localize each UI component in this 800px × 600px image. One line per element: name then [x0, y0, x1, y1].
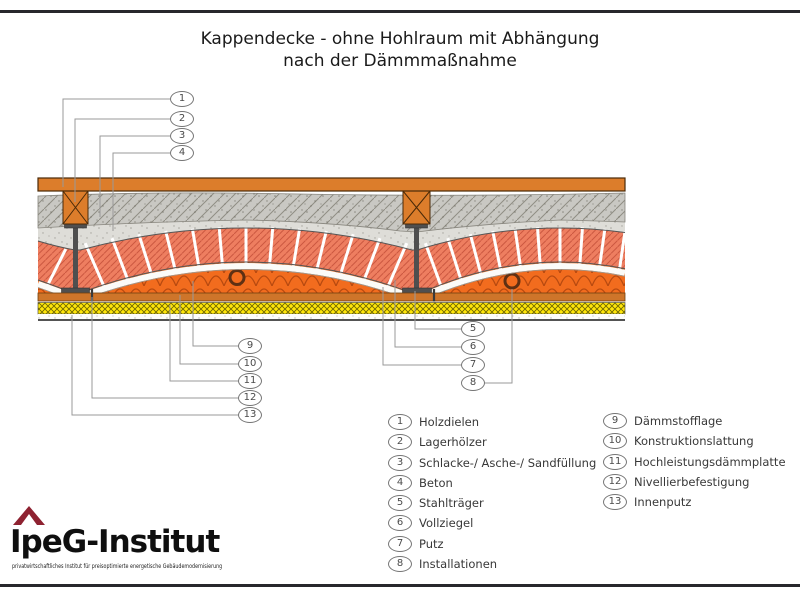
legend-item: [388, 515, 596, 531]
callout-9: 9: [238, 338, 262, 354]
legend-badge: 7: [388, 536, 412, 552]
legend-badge: 5: [388, 495, 412, 511]
legend-column-2: [603, 413, 786, 514]
callout-3: 3: [170, 128, 194, 144]
callout-6: 6: [461, 339, 485, 355]
legend-badge: 12: [603, 474, 627, 490]
legend-label: Hochleistungsdämmplatte: [634, 454, 786, 469]
legend-column-1: [388, 414, 596, 576]
legend-label: Stahlträger: [419, 496, 484, 511]
legend-item: [388, 536, 596, 552]
page-title-line1: Kappendecke - ohne Hohlraum mit Abhängung: [200, 29, 600, 49]
callout-11: 11: [238, 373, 262, 389]
callout-13: 13: [238, 407, 262, 423]
layer-hochleistungsdaemmplatte: [38, 303, 625, 315]
legend-badge: 2: [388, 434, 412, 450]
legend-label: Innenputz: [634, 495, 692, 510]
legend-label: Dämmstofflage: [634, 414, 723, 428]
callout-8: 8: [461, 375, 485, 391]
layer-konstruktionslattung: [38, 293, 625, 301]
legend-item: [603, 413, 786, 429]
legend-badge: 9: [603, 413, 627, 429]
legend-badge: 11: [603, 454, 627, 470]
legend-badge: 13: [603, 494, 627, 510]
legend-item: [388, 414, 596, 430]
callout-2: 2: [170, 111, 194, 127]
legend-badge: 1: [388, 414, 412, 430]
legend-label: Nivellierbefestigung: [634, 474, 750, 489]
legend-badge: 3: [388, 455, 412, 471]
installation-pipe-icon: [230, 271, 244, 285]
legend-item: [603, 474, 786, 490]
callout-10: 10: [238, 356, 262, 372]
legend-item: [388, 556, 596, 572]
layer-holzdielen: [38, 178, 625, 191]
page-title-line2: nach der Dämmmaßnahme: [283, 51, 517, 71]
legend-item: [388, 495, 596, 511]
legend-item: [603, 494, 786, 510]
callout-4: 4: [170, 145, 194, 161]
legend-label: Konstruktionslattung: [634, 434, 754, 449]
callout-1: 1: [170, 91, 194, 107]
legend-badge: 8: [388, 556, 412, 572]
legend-label: Holzdielen: [419, 415, 480, 429]
logo-roof-icon: [12, 504, 48, 526]
callout-7: 7: [461, 357, 485, 373]
legend-item: [388, 434, 596, 450]
legend-item: [388, 455, 596, 471]
legend-label: Vollziegel: [419, 516, 474, 531]
legend-badge: 6: [388, 515, 412, 531]
layer-innenputz: [38, 314, 625, 320]
legend-label: Lagerhölzer: [419, 435, 487, 450]
legend-label: Putz: [419, 536, 444, 551]
legend-badge: 4: [388, 475, 412, 491]
legend-label: Installationen: [419, 557, 498, 572]
installation-pipe-icon: [505, 274, 519, 288]
callout-12: 12: [238, 390, 262, 406]
callout-5: 5: [461, 321, 485, 337]
logo-wordmark: IpeG-Institut: [10, 524, 220, 560]
legend-item: [603, 454, 786, 470]
legend-label: Beton: [419, 475, 453, 490]
legend-badge: 10: [603, 433, 627, 449]
logo-tagline: privatwirtschaftliches Institut für preisoptimierte energetische Gebäudemodernisierung: [12, 563, 223, 570]
legend-label: Schlacke-/ Asche-/ Sandfüllung: [419, 455, 597, 470]
legend-item: [388, 475, 596, 491]
legend-item: [603, 433, 786, 449]
